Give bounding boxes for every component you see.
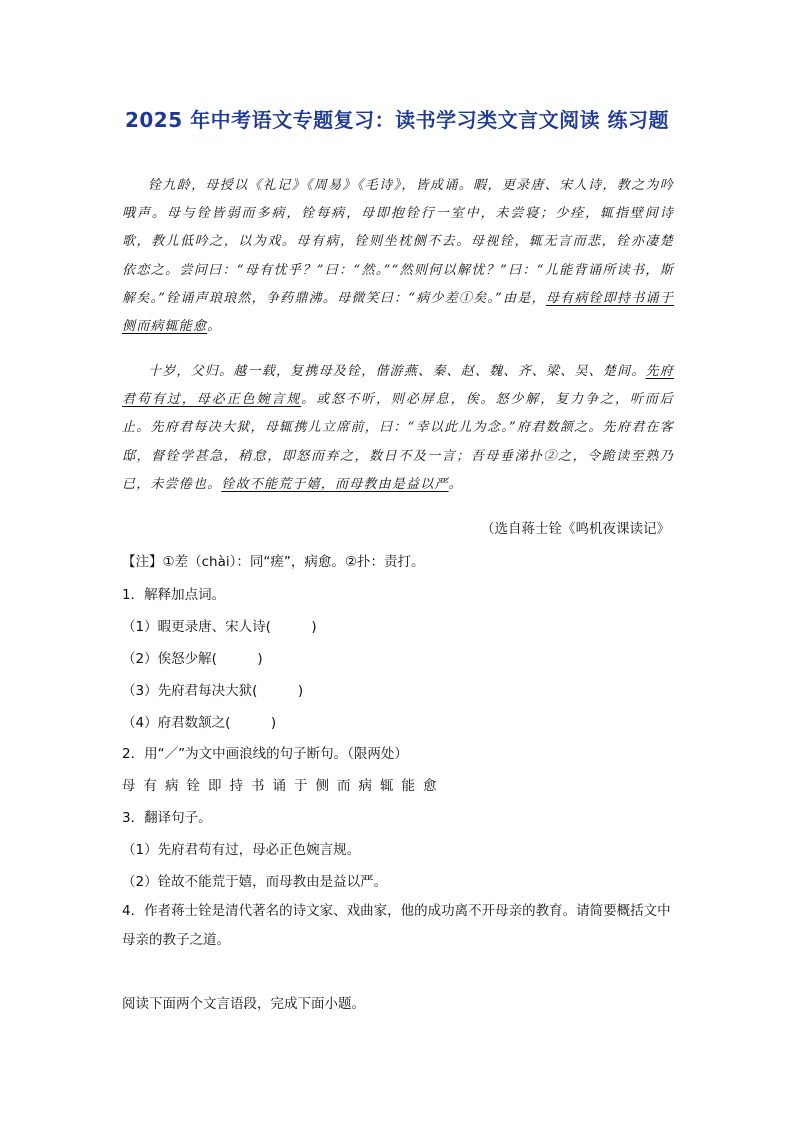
passage-text: 。或怒不听，则必屏息，俟。怒少解，复力争之，听而后止。先府君每决大狱，母辄携儿立席前，曰：“幸以此儿为念。”府君数颔之。先府君在客邸，督铨学甚急，稍怠，即怒而弃之，数日不及一言；吾母垂涕扑②之，令跪读至熟乃已，未尝倦也。 <box>122 392 674 492</box>
question-1-item: （2）俟怒少解( ) <box>122 651 263 667</box>
question-3-item: （1）先府君苟有过，母必正色婉言规。 <box>122 842 361 858</box>
passage-text: 。 <box>448 476 463 492</box>
question-1-stem: 1．解释加点词。 <box>122 587 226 603</box>
question-1-item: （4）府君数颔之( ) <box>122 715 277 731</box>
question-3-item: （2）铨故不能荒于嬉，而母教由是益以严。 <box>122 874 388 890</box>
source-citation: （选自蒋士铨《鸣机夜课读记》 <box>481 521 670 537</box>
passage-paragraph-1 <box>122 172 674 341</box>
next-section-intro: 阅读下面两个文言语段，完成下面小题。 <box>122 996 365 1012</box>
underlined-sentence-1: 先府君苟有过，母必正色婉言规 <box>122 364 674 408</box>
question-4-stem: 4．作者蒋士铨是清代著名的诗文家、戏曲家，他的成功离不开母亲的教育。请简要概括文中母亲的教子之道。 <box>122 903 671 948</box>
question-3-stem: 3．翻译句子。 <box>122 810 212 826</box>
passage-text: 十岁，父归。越一载，复携母及铨，偕游燕、秦、赵、魏、齐、梁、吴、楚间。 <box>148 364 646 379</box>
question-2-stem: 2．用“／”为文中画浪线的句子断句。（限两处） <box>122 746 408 762</box>
question-1-item: （3）先府君每决大狱( ) <box>122 683 304 699</box>
annotation-note: 【注】①差（chài）：同“瘥”，病愈。②扑：责打。 <box>122 554 425 570</box>
wavy-underlined-sentence: 母有病铨即持书诵于侧而病辄能愈 <box>122 290 674 335</box>
passage-text: 铨九龄，母授以《礼记》《周易》《毛诗》，皆成诵。暇，更录唐、宋人诗，教之为吟哦声。母与铨皆弱而多病，铨每病，母即抱铨行一室中，未尝寝；少痊，辄指壁间诗歌，教儿低吟之，以为戏。母有病，铨则坐枕侧不去。母视铨，辄无言而悲，铨亦凄楚依恋之。尝问曰：“母有忧乎？”曰：“然。”“然则何以解忧？”曰：“儿能背诵所读书，斯解矣。”铨诵声琅琅然，争药鼎沸。母微笑曰：“病少差①矣。”由是， <box>122 178 674 306</box>
page-title: 2025 年中考语文专题复习：读书学习类文言文阅读 练习题 <box>124 108 670 132</box>
question-1-item: （1）暇更录唐、宋人诗( ) <box>122 619 317 635</box>
question-2-sentence: 母有病铨即持书诵于侧而病辄能愈 <box>122 778 445 794</box>
passage-text: 。 <box>207 319 222 335</box>
underlined-sentence-2: 铨故不能荒于嬉，而母教由是益以严 <box>221 476 449 492</box>
passage-paragraph-2 <box>122 358 674 499</box>
